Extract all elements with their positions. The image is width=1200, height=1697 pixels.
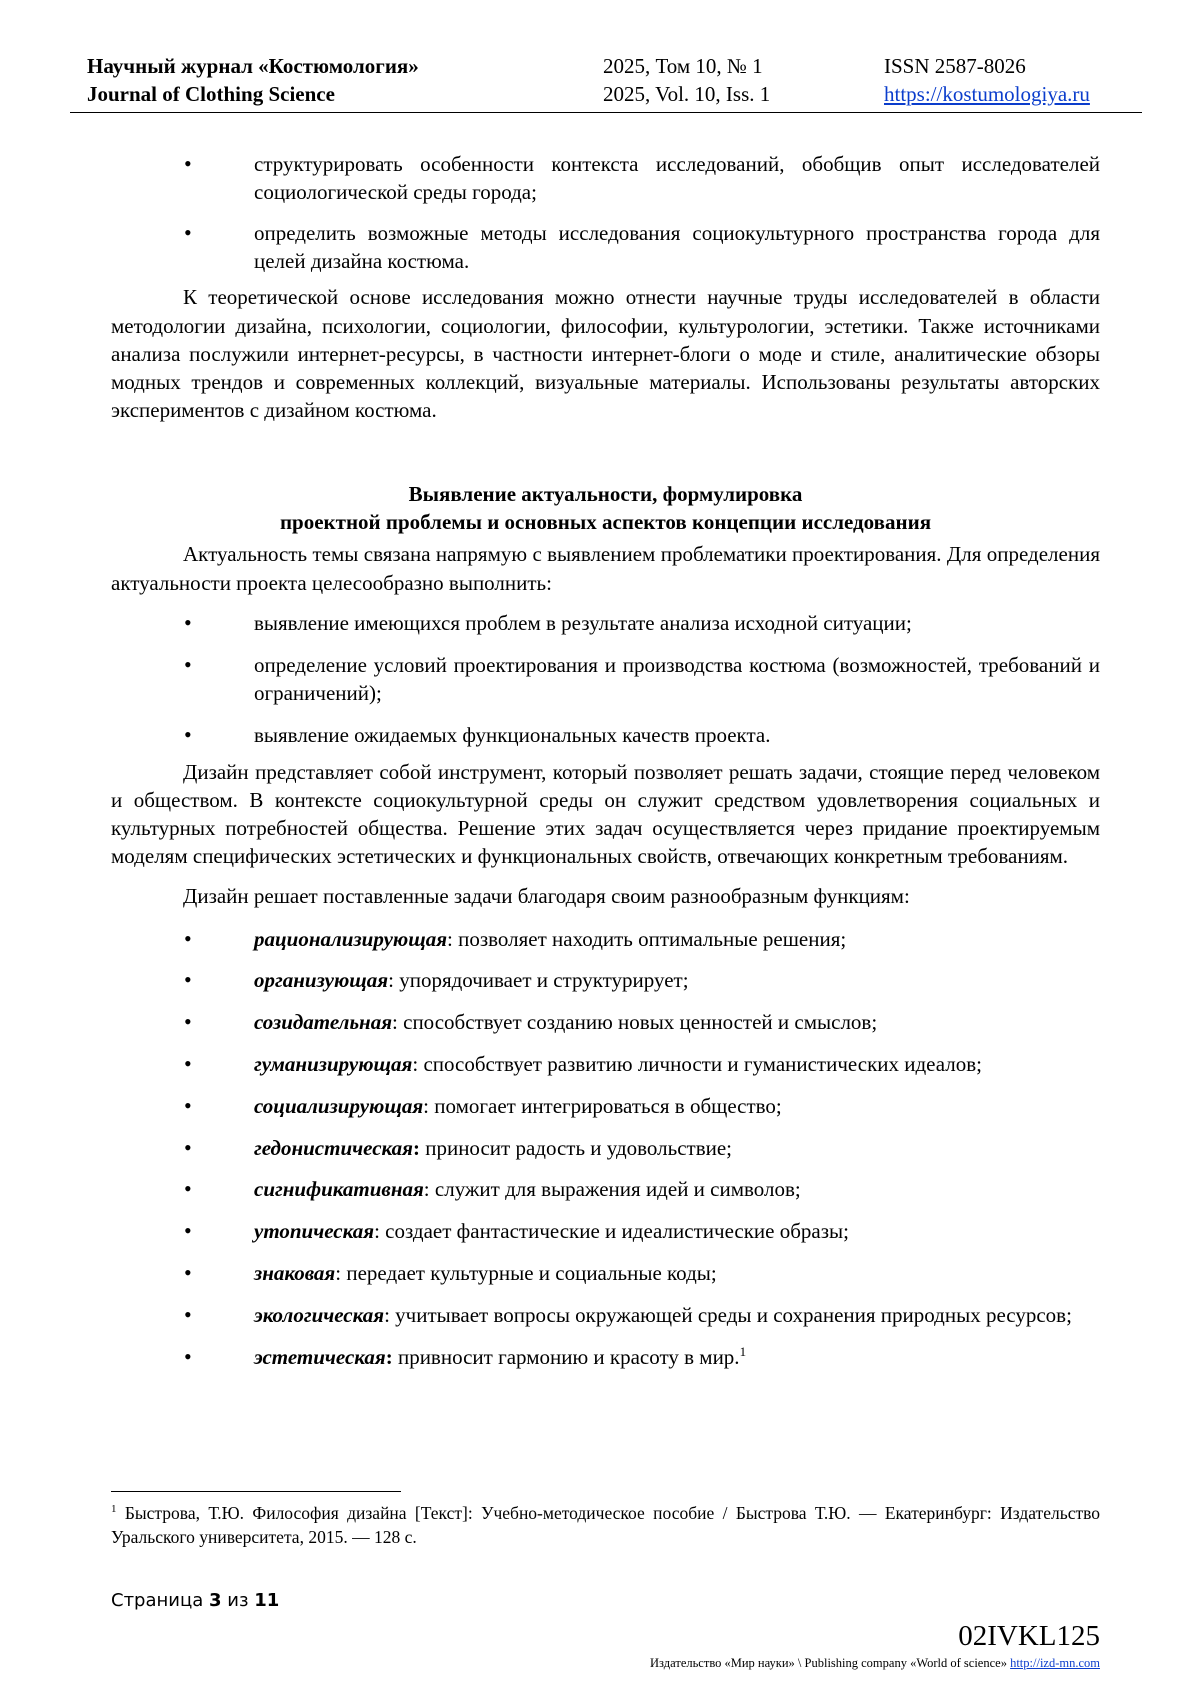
journal-title <box>87 52 419 108</box>
function-item: • организующая: упорядочивает и структурирует; <box>111 966 1100 994</box>
function-desc: учитывает вопросы окружающей среды и сохранения природных ресурсов; <box>389 1302 1072 1327</box>
journal-title-ru: Научный журнал «Костюмология» <box>87 54 419 78</box>
function-desc: позволяет находить оптимальные решения; <box>452 926 847 951</box>
function-term: утопическая <box>254 1219 375 1244</box>
function-term: социализирующая <box>254 1093 424 1118</box>
theory-paragraph: К теоретической основе исследования можно отнести научные труды исследователей в области методологии дизайна, психологии, социологии, философии, культурологии, эстетики. Также источниками анализа послужили интернет-ресурсы, в частности интернет-блоги о моде и стиле, аналитические обзоры модных трендов и современных коллекций, визуальные материалы. Использованы результаты авторских экспериментов с дизайном костюма. <box>111 285 1100 423</box>
function-term: сигнификативная <box>254 1177 424 1202</box>
document-id: 02IVKL125 <box>958 1620 1100 1652</box>
page-header <box>87 52 1125 110</box>
function-item: • эстетическая: привносит гармонию и красоту в мир.$^1$ <box>111 1343 1100 1371</box>
article-body <box>111 150 1100 1384</box>
function-item: • экологическая: учитывает вопросы окружающей среды и сохранения природных ресурсов; <box>111 1301 1100 1329</box>
issue-info <box>603 52 770 108</box>
header-divider <box>70 112 1142 113</box>
design-paragraph: Дизайн представляет собой инструмент, который позволяет решать задачи, стоящие перед человеком и обществом. В контексте социокультурной среды он служит средством удовлетворения социальных и культурных потребностей общества. Решение этих задач осуществляется через придание проектируемым моделям специфических эстетических и функциональных свойств, отвечающих конкретным требованиям. <box>111 759 1100 869</box>
list-item: • выявление имеющихся проблем в результате анализа исходной ситуации; <box>111 609 1100 637</box>
function-term: организующая <box>254 968 389 993</box>
function-term: знаковая <box>254 1260 336 1285</box>
section-heading-line-2: проектной проблемы и основных аспектов концепции исследования <box>279 510 932 535</box>
function-desc: приносит радость и удовольствие; <box>419 1135 733 1160</box>
footnote-number: 1 <box>111 1503 117 1516</box>
journal-url-link[interactable]: https://kostumologiya.ru <box>884 82 1090 106</box>
issue-info-en: 2025, Vol. 10, Iss. 1 <box>603 82 771 106</box>
page-number: Страница 3 из 11 <box>111 1590 280 1611</box>
functions-intro: Дизайн решает поставленные задачи благодаря своим разнообразным функциям: <box>183 884 910 909</box>
publisher-line: Издательство «Мир науки» \ Publishing company «World of science» http://izd-mn.com <box>650 1656 1100 1670</box>
function-desc: способствует развитию личности и гуманистических идеалов; <box>418 1051 982 1076</box>
function-term: гуманизирующая <box>254 1051 413 1076</box>
functions-list <box>111 925 1100 1371</box>
intro-bullet-list <box>111 150 1100 275</box>
function-desc: привносит гармонию и красоту в мир. <box>392 1344 740 1369</box>
footnote-text: Быстрова, Т.Ю. Философия дизайна [Текст]: Учебно-методическое пособие / Быстрова Т.Ю. — Екатеринбург: Издательство Уральского университета, 2015. — 128 с. <box>111 1503 1100 1547</box>
function-item: • созидательная: способствует созданию новых ценностей и смыслов; <box>111 1008 1100 1036</box>
function-item: • утопическая: создает фантастические и идеалистические образы; <box>111 1217 1100 1245</box>
function-term: гедонистическая <box>254 1135 413 1160</box>
function-item: • гуманизирующая: способствует развитию личности и гуманистических идеалов; <box>111 1050 1100 1078</box>
function-desc: служит для выражения идей и символов; <box>429 1177 801 1202</box>
function-term: экологическая <box>254 1302 385 1327</box>
function-desc: способствует созданию новых ценностей и смыслов; <box>397 1010 878 1035</box>
function-item: • рационализирующая: позволяет находить оптимальные решения; <box>111 925 1100 953</box>
function-term: рационализирующая <box>254 926 448 951</box>
function-desc: создает фантастические и идеалистические образы; <box>379 1219 849 1244</box>
issn: ISSN 2587-8026 <box>884 54 1026 78</box>
list-item: • определить возможные методы исследования социокультурного пространства города для целей дизайна костюма. <box>111 219 1100 275</box>
publisher-link[interactable]: http://izd-mn.com <box>1010 1656 1100 1670</box>
function-item: • социализирующая: помогает интегрироваться в общество; <box>111 1092 1100 1120</box>
section-heading <box>111 480 1100 536</box>
footnote-divider <box>111 1491 401 1492</box>
function-item: • знаковая: передает культурные и социальные коды; <box>111 1259 1100 1287</box>
issn-block <box>884 52 1090 108</box>
list-item: • структурировать особенности контекста исследований, обобщив опыт исследователей социологической среды города; <box>111 150 1100 206</box>
function-desc: помогает интегрироваться в общество; <box>429 1093 782 1118</box>
function-term: созидательная <box>254 1010 393 1035</box>
relevance-paragraph: Актуальность темы связана напрямую с выявлением проблематики проектирования. Для определения актуальности проекта целесообразно выполнить: <box>111 542 1100 595</box>
issue-info-ru: 2025, Том 10, № 1 <box>603 54 763 78</box>
list-item: • выявление ожидаемых функциональных качеств проекта. <box>111 721 1100 749</box>
function-item: • сигнификативная: служит для выражения идей и символов; <box>111 1175 1100 1203</box>
section-heading-line-1: Выявление актуальности, формулировка <box>408 482 803 507</box>
function-item: • гедонистическая: приносит радость и удовольствие; <box>111 1134 1100 1162</box>
total-pages: 11 <box>254 1590 280 1611</box>
function-desc: упорядочивает и структурирует; <box>393 968 689 993</box>
footnote <box>111 1501 1100 1549</box>
footnote-ref[interactable]: 1 <box>739 1343 747 1359</box>
list-item: • определение условий проектирования и производства костюма (возможностей, требований и ограничений); <box>111 651 1100 707</box>
current-page: 3 <box>209 1590 222 1611</box>
relevance-bullet-list <box>111 609 1100 750</box>
function-desc: передает культурные и социальные коды; <box>341 1260 717 1285</box>
function-term: эстетическая <box>254 1344 386 1369</box>
journal-title-en: Journal of Clothing Science <box>87 82 335 106</box>
